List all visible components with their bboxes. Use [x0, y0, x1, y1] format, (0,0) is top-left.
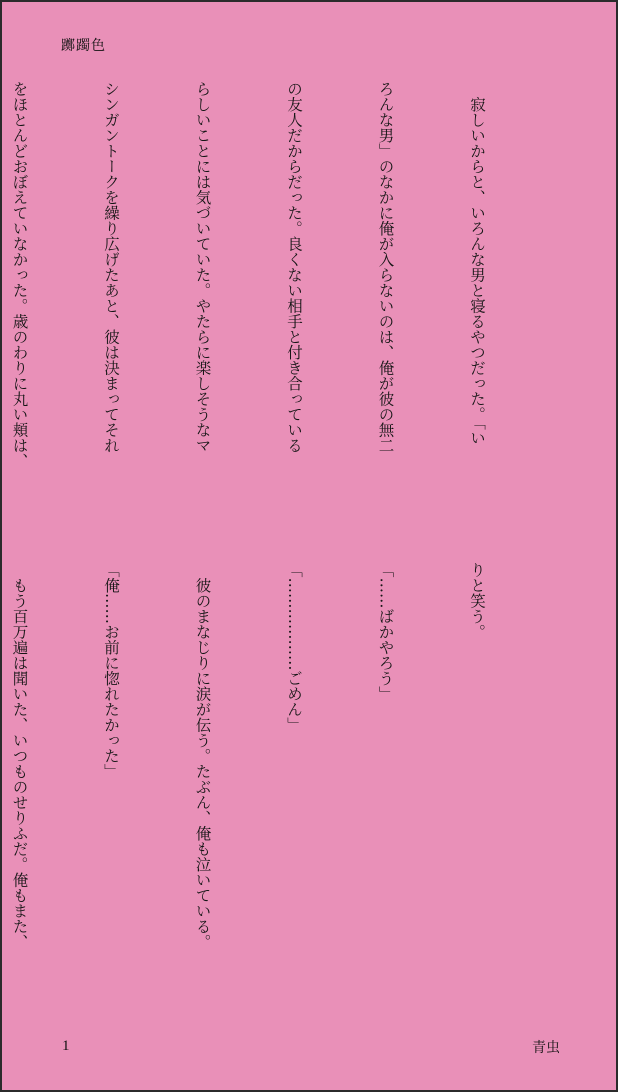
- text-line: 「俺……お前に惚れたかった」: [102, 562, 120, 779]
- page-number: 1: [62, 1038, 70, 1054]
- running-title: 躑躅色: [61, 38, 106, 54]
- author-name: 青虫: [532, 1040, 560, 1056]
- text-line: 寂しいからと、いろんな男と寝るやつだった。「い: [468, 81, 486, 446]
- body-text-upper: [10, 81, 553, 533]
- text-line: りと笑う。: [468, 562, 486, 640]
- text-line: シンガントークを繰り広げたあと、彼は決まってそれ: [102, 81, 120, 453]
- text-line: 「………………ごめん」: [285, 562, 303, 733]
- text-line: ろんな男」のなかに俺が入らないのは、俺が彼の無二: [376, 81, 395, 453]
- text-line: 「……ばかやろう」: [376, 562, 395, 702]
- text-line: の友人だからだった。良くない相手と付き合っている: [285, 81, 303, 453]
- text-line: をほとんどおぼえていなかった。歳のわりに丸い頬は、: [10, 81, 29, 469]
- text-line: らしいことには気づいていた。やたらに楽しそうなマ: [193, 81, 212, 453]
- body-text-lower: [10, 562, 553, 1002]
- text-line: 彼のまなじりに涙が伝う。たぶん、俺も泣いている。: [193, 562, 212, 950]
- text-line: もう百万遍は聞いた、いつものせりふだ。俺もまた、: [10, 562, 29, 950]
